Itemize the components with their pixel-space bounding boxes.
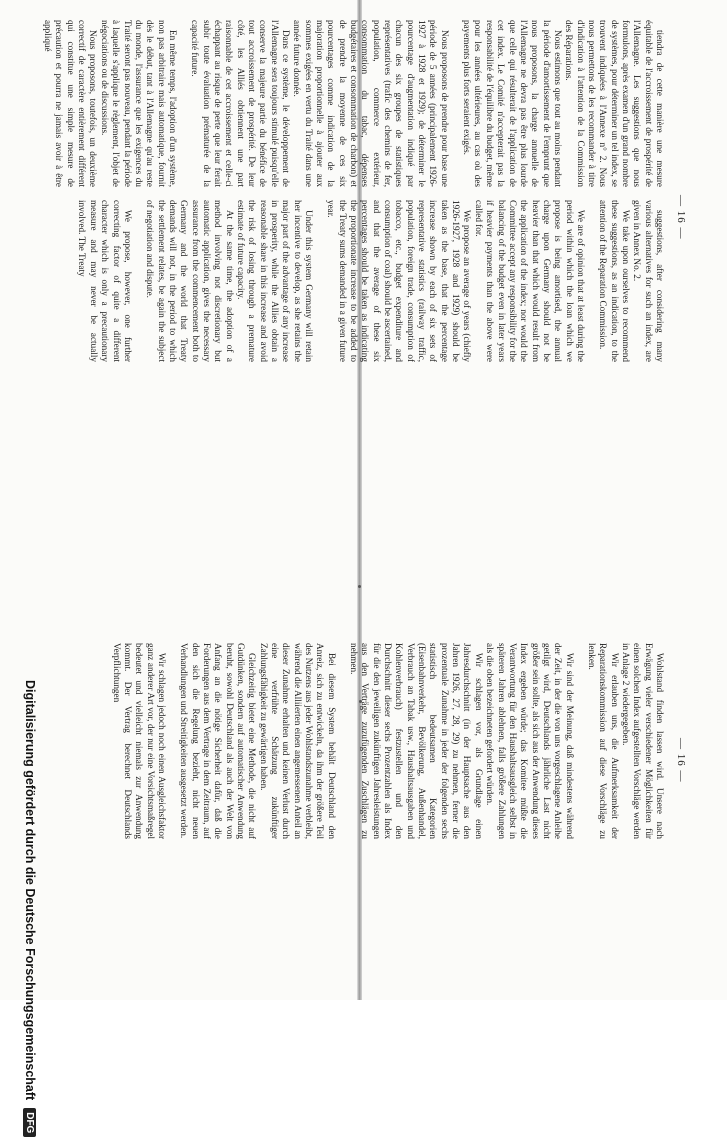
- paragraph: Bei diesem System behält Deutschland den Anreiz, sich zu entwickeln, da ihm der größere Teil des Nutzens aus jeder Wohlstandszunahme verbleibt, während die Alliierten einen angemessenen Anteil an dieser Zunahme erhalten und keinen Verlust durch eine verfrühte Schätzung zukünftiger Zahlungsfähigkeit zu gewärtigen haben.: [258, 643, 337, 839]
- paragraph: Wir schlagen jedoch noch einen Ausgleichsfaktor ganz anderer Art vor, der nur eine Vorsichtsmaßregel bedeutet und vielleicht niemals zur Anwendung kommt. Der Vertrag berechnet Deutschlands Verpflichtungen: [111, 643, 167, 839]
- french-column: [30, 20, 665, 187]
- credit-text: Digitalisierung gefördert durch die Deutsche Forschungsgemeinschaft: [23, 680, 37, 1101]
- page-number-right: — 16 —: [675, 738, 687, 783]
- paragraph: Nous proposons, toutefois, un deuxième correctif de caractère entièrement différent qui constitue une simple mesure de précaution et pourra ne jamais avoir à être appliqué: [43, 20, 99, 187]
- paragraph: Wir sind der Meinung, daß mindestens während der Zeit, in der die von uns vorgeschlagene Anleihe getilgt wird, Deutschlands jährliche Last nicht größer sein sollte, als sich aus der Anwendung dieses Index ergeben würde; das Komitee müßte die Verantwortung für den Haushaltsausgleich selbst in späteren Jahren ablehnen, falls größere Zahlungen als die oben bezeichneten gefordert würden.: [485, 643, 575, 839]
- paragraph: Nous estimons que tout au moins pendant la période d'amortissement de l'emprunt que nous proposons, la charge annuelle de l'Allemagne ne devra pas être plus lourde que celle qui résulterait de l'application de cet index. Le Comité n'accepterait pas la responsabilité de l'équilibre du budget, même pour les années ultérieures, au cas où des payements plus forts seraient exigés.: [462, 20, 563, 187]
- page-number-left: — 16 —: [675, 195, 687, 240]
- paragraph: Nous proposons de prendre pour base une période de 5 années (principalement 1926-1927 à 1928 et 1929); de déterminer le pourcentage d'augmentation indiqué par chacun des six groupes de statistiques représentatives (trafic des chemins de fer, population, commerce extérieur, consommation du tabac, dépenses budgétaires et consommation de charbon) et de prendre la moyenne de ces six pourcentages comme indication de la majoration proportionnelle à ajouter aux sommes exigées en vertu du Traité dans une année future donnée.: [292, 20, 450, 187]
- paragraph: We propose, however, one further correcting factor of quite a different character which is only a precautionary measure and may never be actually involved. The Treaty: [77, 200, 133, 362]
- paragraph: We propose an average of years (chiefly 1926-1927, 1928 and 1929) should be taken as the base, that the percentage increase shown by each of six sets of representative statistics (railway traffic, population, foreign trade, consumption of tobacco, etc., budget expenditure and consumption of coal) should be ascertained, and that the average of these six percentages should be taken as indicating the proportionate increase to be added to the Treaty sums demanded in a given future year.: [326, 200, 473, 362]
- paragraph: Wohlstand finden lassen wird. Unsere nach Erwägung vieler verschiedener Möglichkeiten für einen solchen Index aufgestellten Vorschläge werden in Anlage 2 wiedergegeben.: [620, 643, 665, 839]
- paragraph: Under this system Germany will retain her incentive to develop, as she retains the major part of the advantage of any increase in prosperity, while the Allies obtain a reasonable share in this increase and avoid the risk of losing through a premature estimate of future capacity.: [235, 200, 315, 362]
- english-column: [30, 200, 665, 362]
- paragraph: Gleichzeitig bietet eine Methode, die nicht auf Gutdünken, sondern auf automatischer Anwendung beruht, sowohl Deutschland als auch der Welt von Anfang an die nötige Sicherheit dafür, daß die Forderungen aus dem Vertrage in dem Zeitraum, auf den sich die Regelung bezieht, nicht neuen Verhandlungen und Streitigkeiten ausgesetzt werden.: [179, 643, 258, 839]
- digitization-credit: [23, 680, 37, 1137]
- paragraph: At the same time, the adoption of a method involving not discretionary but automatic application, gives the necessary assurance from the commencement both to Germany and the world that Treaty demands will not, in the period to which the settlement relates, be again the subject of negotiation and dispute.: [145, 200, 235, 362]
- paragraph: En même temps, l'adoption d'un système, non pas arbitraire mais automatique, fournit dès le début, tant à l'Allemagne qu'au reste du monde, l'assurance que les exigences du Traité seront pas nouveau, pendant la période à laquelle s'applique le règlement, l'objet de négociations ou de discussions.: [99, 20, 178, 187]
- dfg-logo: DFG: [23, 1108, 36, 1137]
- paragraph: We are of opinion that at least during the period within which the loan which we propose is being amortised, the annual charge upon Germany should not be heavier than that which would result from the application of the index; nor would the Committee accept any responsibility for the balancing of the budget even in later years if heavier payments than the above were called for.: [473, 200, 586, 362]
- paragraph: Wir schlagen vor, als Grundlage einen Jahresdurchschnitt (in der Hauptsache aus den Jahren 1926, 27, 28, 29) zu nehmen, ferner die prozentuale Zunahme in jeder der folgenden sechs statistisch bedeutsamen Kategorien (Eisenbahnverkehr, Bevölkerung, Außenhandel, Verbrauch an Tabak usw., Haushaltsausgaben und Kohlenverbrauch) festzustellen und den Durchschnitt dieser sechs Prozentzahlen als Index für die den jeweiligen zukünftigen Jahresleistungen aus den Verträge zuzufügenden Zuschlägen zu nehmen.: [349, 643, 484, 839]
- paragraph: We take upon ourselves to recommend these suggestions, as an indication, to the attention of the Reparation Commission.: [598, 200, 631, 362]
- paragraph: Dans ce système, le développement de l'Allemagne sera toujours stimulé puisqu'elle conserve la majeure partie du bénéfice de tout accroissement de prospérité. De leur côté, les Alliés obtiennent une part raisonnable de cet accroissement et celle-ci échappant au risque de perte que leur ferait subir toute évaluation prématurée de la capacité future.: [190, 20, 291, 187]
- paragraph: Wir erlauben uns, die Aufmerksamkeit der Reparationskommission auf diese Vorschläge zu lenken.: [586, 643, 620, 839]
- german-column: [30, 643, 665, 839]
- paragraph: tiendra de cette manière une mesure équitable de l'accroissement de prospérité de l'Allemagne. Les suggestions que nous formulons, après examen d'un grand nombre de systèmes, pour déterminer un tel index, se trouvent indiquées à l'Annexe n° 2. Nous nous permettons de les recommander à titre d'indication à l'attention de la Commission des Réparations.: [564, 20, 665, 187]
- paragraph: suggestions, after considering many various alternatives for such an index, are given in Annex No. 2.: [632, 200, 665, 362]
